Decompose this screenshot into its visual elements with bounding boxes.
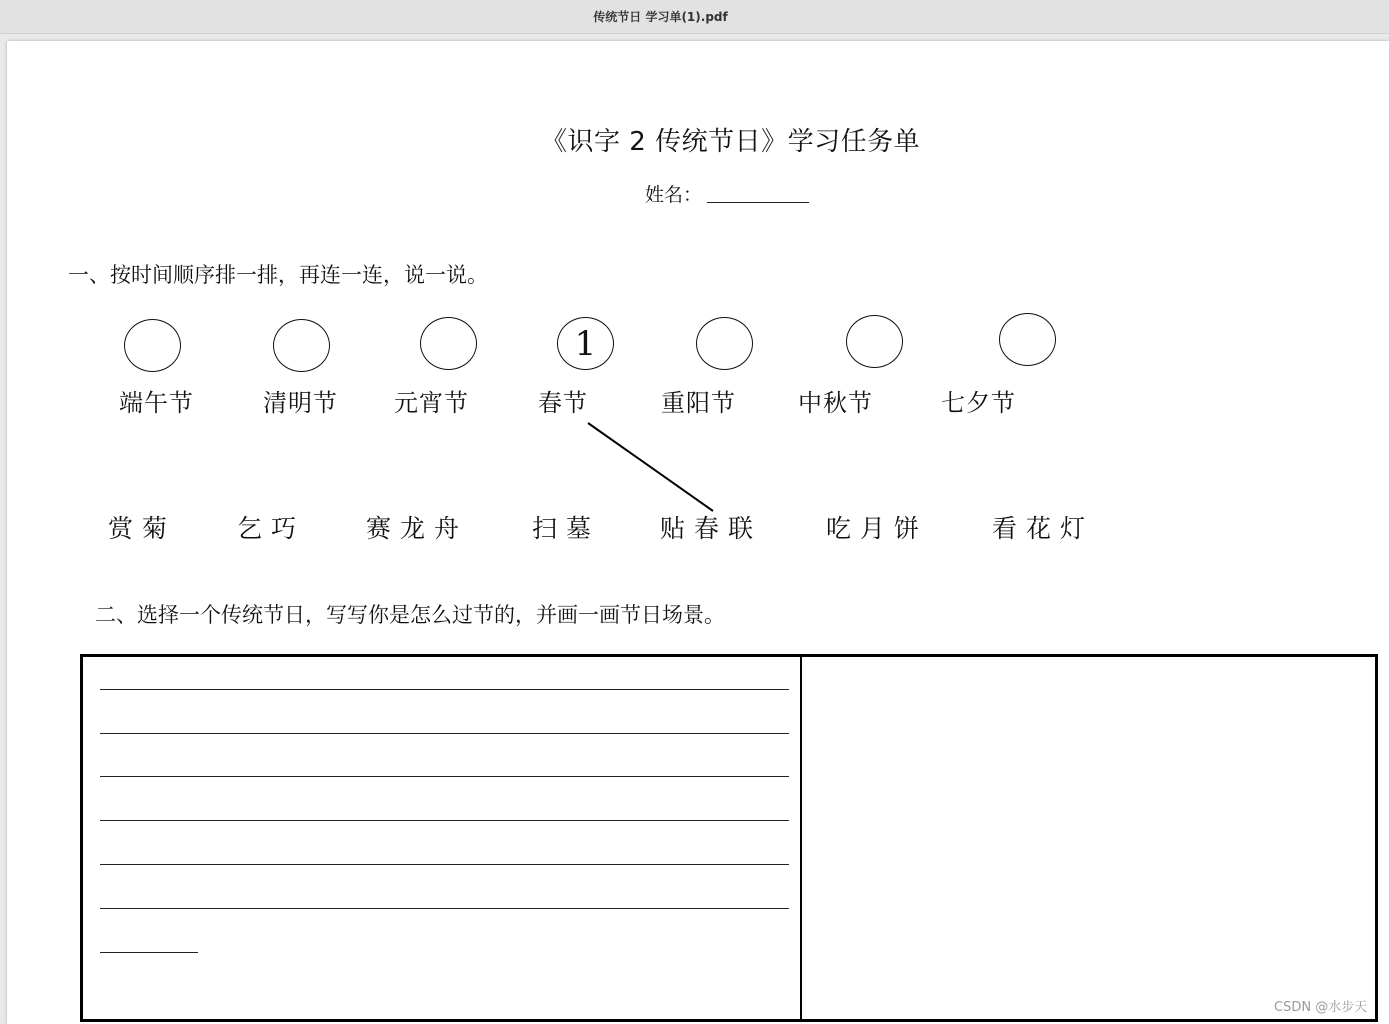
festival-label: 重阳节 [661,389,736,417]
pdf-page [7,41,1389,1024]
festival-label: 元宵节 [394,389,469,417]
name-label: 姓名： [645,184,703,206]
question-2: 二、选择一个传统节日，写写你是怎么过节的，并画一画节日场景。 [95,603,725,627]
window-titlebar [0,0,1389,34]
writing-line[interactable] [100,864,789,865]
activity-label: 乞巧 [237,514,306,543]
festival-label: 端午节 [119,389,194,417]
writing-line[interactable] [100,733,789,734]
activity-label: 吃月饼 [826,514,929,543]
festival-label: 清明节 [263,389,338,417]
activity-label: 贴春联 [660,514,763,543]
activity-label: 赏菊 [108,514,177,543]
document-title: 《识字 2 传统节日》学习任务单 [541,127,921,157]
writing-line[interactable] [100,820,789,821]
watermark: CSDN @水步天 [1274,1000,1368,1015]
activity-label: 扫墓 [532,514,601,543]
question-1: 一、按时间顺序排一排，再连一连，说一说。 [68,263,488,287]
writing-line[interactable] [100,776,789,777]
order-circle: 1 [557,317,614,370]
festival-label: 中秋节 [798,389,873,417]
activity-label: 赛龙舟 [366,514,469,543]
window-title: 传统节日 学习单(1).pdf [593,10,728,24]
box-divider [800,657,802,1019]
festival-label: 七夕节 [941,389,1016,417]
festival-label: 春节 [538,389,588,417]
writing-line[interactable] [100,908,789,909]
writing-line[interactable] [100,689,789,690]
activity-label: 看花灯 [992,514,1095,543]
answer-box [80,654,1378,1022]
writing-line[interactable] [100,952,198,953]
